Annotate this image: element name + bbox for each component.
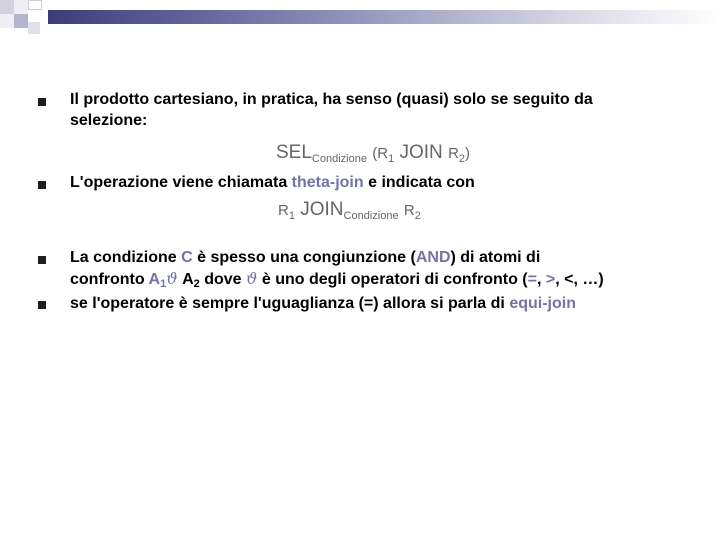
bullet-3-line-2 — [70, 268, 604, 295]
deco-square — [0, 14, 14, 28]
attr-a2: A — [177, 271, 194, 288]
formula2-join: JOIN — [300, 199, 344, 220]
b3-sep: , — [536, 271, 546, 288]
formula-r1-sub: 1 — [388, 153, 395, 165]
deco-square — [14, 14, 28, 28]
formula2-r1-sub: 1 — [288, 210, 295, 222]
formula-selection — [276, 142, 470, 165]
attr-a1: A — [148, 271, 161, 288]
b3-text-d: confronto — [70, 271, 149, 288]
formula2-r1: R — [278, 202, 289, 219]
formula-r1: R — [377, 145, 389, 162]
deco-square — [28, 22, 40, 34]
theta-symbol: ϑ — [166, 269, 178, 288]
deco-square — [28, 0, 42, 10]
square-bullet-icon — [38, 301, 46, 309]
b3-text-c: ) di atomi di — [450, 249, 541, 266]
title-bar-decoration — [0, 0, 720, 36]
b3-sep: , — [555, 271, 565, 288]
bullet-4-text-pre: se l'operatore è sempre l'uguaglianza (=) allora si parla di — [70, 295, 510, 312]
b3-text-f: è uno degli operatori di confronto ( — [257, 271, 528, 288]
attr-a1-sub: 1 — [160, 278, 167, 290]
bullet-text-4 — [70, 293, 576, 314]
square-bullet-icon — [38, 181, 46, 189]
b3-text-b: è spesso una congiunzione ( — [192, 249, 416, 266]
formula2-r2: R — [403, 202, 415, 219]
bullet-text-2 — [70, 172, 475, 193]
condition-c: C — [181, 249, 193, 266]
formula-condition-sub: Condizione — [311, 153, 367, 165]
b3-text-end: , …) — [573, 271, 604, 288]
formula-r2-sub: 2 — [458, 153, 466, 165]
op-lt: < — [564, 271, 574, 288]
formula-theta-join — [278, 199, 421, 222]
theta-join-term: theta-join — [291, 174, 364, 191]
bullet-1-line-1: Il prodotto cartesiano, in pratica, ha senso (quasi) solo se seguito da — [70, 91, 593, 108]
theta-symbol: ϑ — [245, 269, 258, 288]
op-eq: = — [527, 271, 537, 288]
bullet-3-line-1 — [70, 247, 604, 268]
b3-text-a: La condizione — [70, 249, 182, 266]
formula-join: JOIN — [399, 142, 443, 163]
and-term: AND — [415, 249, 451, 266]
attr-a2-sub: 2 — [193, 278, 200, 290]
bullet-2-text-pre: L'operazione viene chiamata — [70, 174, 292, 191]
bullet-text-3 — [70, 247, 604, 295]
bullet-2-text-post: e indicata con — [363, 174, 475, 191]
op-gt: > — [545, 271, 556, 288]
bullet-1-line-2: selezione: — [70, 112, 148, 129]
formula-open-paren: ( — [372, 145, 378, 162]
formula-close-paren: ) — [465, 145, 471, 162]
formula-sel: SEL — [276, 142, 312, 163]
bullet-text-1 — [70, 89, 593, 131]
title-gradient-bar — [48, 10, 720, 24]
square-bullet-icon — [38, 98, 46, 106]
deco-square — [0, 0, 14, 14]
formula2-condition-sub: Condizione — [343, 210, 399, 222]
formula2-r2-sub: 2 — [414, 210, 421, 222]
square-bullet-icon — [38, 256, 46, 264]
formula-r2: R — [448, 145, 459, 162]
b3-text-e: dove — [199, 271, 246, 288]
equi-join-term: equi-join — [509, 295, 576, 312]
deco-square — [14, 0, 28, 14]
